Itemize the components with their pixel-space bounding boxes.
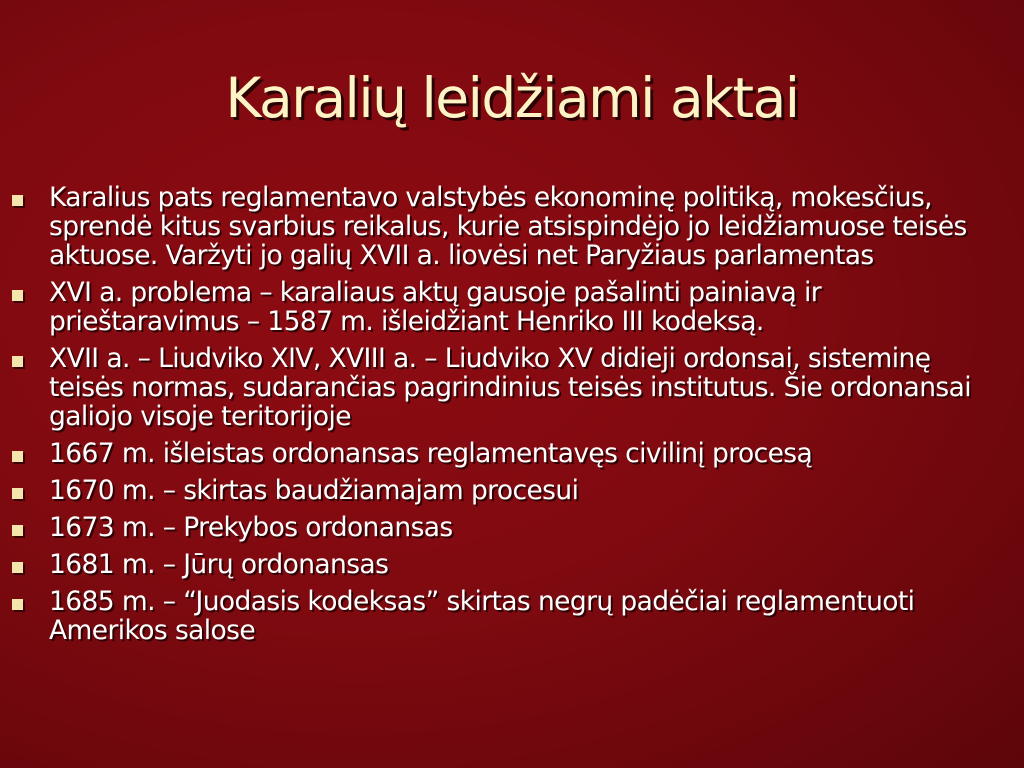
square-bullet-icon: [12, 488, 23, 499]
bullet-text: XVII a. – Liudviko XIV, XVIII a. – Liudviko XV didieji ordonsai, sisteminę teisės normas, sudarančias pagrindinius teisės institutus. Šie ordonansai galiojo visoje teritorijoje: [49, 343, 972, 432]
bullet-item: [12, 513, 1012, 542]
bullet-item: [12, 183, 1012, 270]
bullet-item: [12, 344, 1012, 431]
square-bullet-icon: [12, 562, 23, 573]
square-bullet-icon: [12, 451, 23, 462]
square-bullet-icon: [12, 195, 23, 206]
square-bullet-icon: [12, 599, 23, 610]
square-bullet-icon: [12, 356, 23, 367]
bullet-text: 1667 m. išleistas ordonansas reglamentavęs civilinį procesą: [49, 438, 813, 469]
bullet-item: [12, 439, 1012, 468]
bullet-text: 1681 m. – Jūrų ordonansas: [49, 549, 389, 580]
bullet-item: [12, 550, 1012, 579]
bullet-text: 1670 m. – skirtas baudžiamajam procesui: [49, 475, 579, 506]
bullet-text: 1685 m. – “Juodasis kodeksas” skirtas negrų padėčiai reglamentuoti Amerikos salose: [49, 586, 915, 646]
bullet-item: [12, 587, 1012, 645]
slide-title: Karalių leidžiami aktai: [225, 66, 799, 130]
bullet-item: [12, 278, 1012, 336]
bullet-text: XVI a. problema – karaliaus aktų gausoje pašalinti painiavą ir prieštaravimus – 1587 m. išleidžiant Henriko III kodeksą.: [49, 277, 822, 337]
bullet-item: [12, 476, 1012, 505]
bullet-text: 1673 m. – Prekybos ordonansas: [49, 512, 453, 543]
bullet-text: Karalius pats reglamentavo valstybės ekonominę politiką, mokesčius, sprendė kitus svarbius reikalus, kurie atsispindėjo jo leidžiamuose teisės aktuose. Varžyti jo galių XVII a. liovėsi net Paryžiaus parlamentas: [49, 182, 967, 271]
bullet-list: [12, 183, 1012, 653]
square-bullet-icon: [12, 290, 23, 301]
square-bullet-icon: [12, 525, 23, 536]
